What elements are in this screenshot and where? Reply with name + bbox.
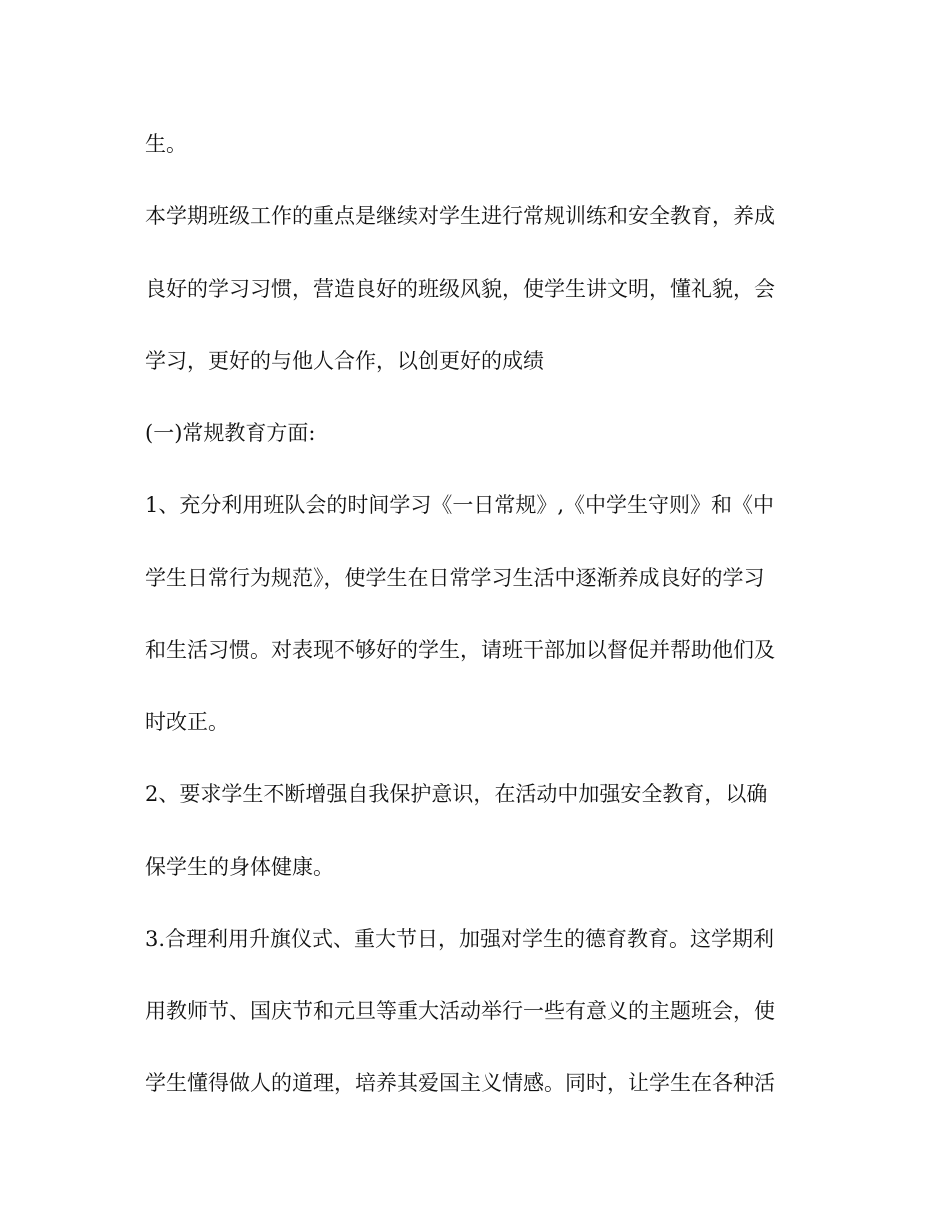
text-line: 良好的学习习惯，营造良好的班级风貌，使学生讲文明，懂礼貌，会	[145, 277, 775, 301]
text-line: 学生日常行为规范》，使学生在日常学习生活中逐渐养成良好的学习	[145, 566, 765, 590]
section-heading: (一)常规教育方面:	[145, 421, 316, 445]
text-line: 保学生的身体健康。	[145, 855, 334, 879]
text-line: 和生活习惯。对表现不够好的学生，请班干部加以督促并帮助他们及	[145, 638, 775, 662]
text-line: 学生懂得做人的道理，培养其爱国主义情感。同时，让学生在各种活	[145, 1071, 775, 1095]
text-line: 本学期班级工作的重点是继续对学生进行常规训练和安全教育，养成	[145, 204, 775, 228]
text-line: 1、充分利用班队会的时间学习《一日常规》,《中学生守则》和《中	[145, 493, 775, 517]
text-line: 学习，更好的与他人合作，以创更好的成绩	[145, 349, 544, 373]
text-line: 3.合理利用升旗仪式、重大节日，加强对学生的德育教育。这学期利	[145, 927, 775, 951]
text-line: 生。	[145, 132, 187, 156]
text-line: 用教师节、国庆节和元旦等重大活动举行一些有意义的主题班会，使	[145, 999, 775, 1023]
text-line: 时改正。	[145, 710, 229, 734]
text-line: 2、要求学生不断增强自我保护意识，在活动中加强安全教育，以确	[145, 782, 768, 806]
